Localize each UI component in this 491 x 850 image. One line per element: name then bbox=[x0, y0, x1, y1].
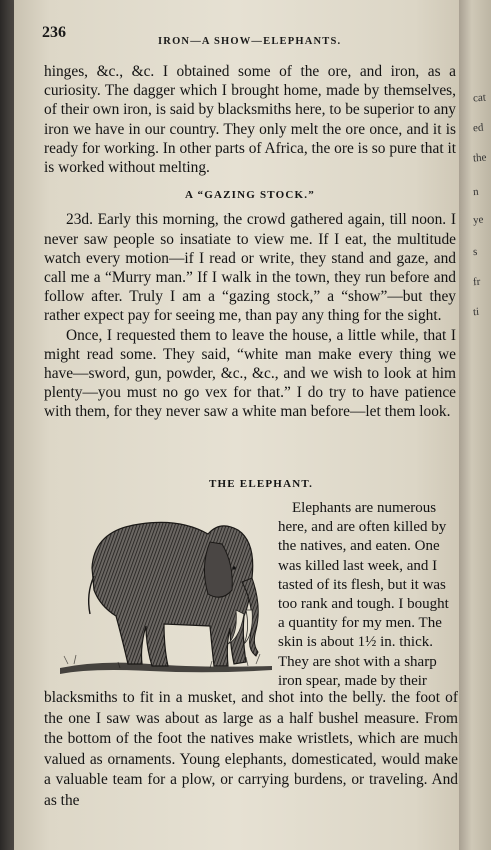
section-heading-gazing-stock: A “GAZING STOCK.” bbox=[185, 189, 315, 202]
fragment: fr bbox=[472, 275, 481, 289]
paragraph-ore: hinges, &c., &c. I obtained some of the ore, and iron, as a curiosity. The dagger which I brought home, made by themselves, of their own iron, is said by blacksmiths here, to be superior to any iron we have in our country. They only melt the ore once, and it is ready for working. In other parts of Africa, the ore is so pure that it is worked without melting. bbox=[44, 63, 456, 177]
next-page-edge bbox=[459, 0, 491, 850]
section-heading-elephant: THE ELEPHANT. bbox=[209, 478, 314, 490]
fragment: the bbox=[472, 151, 487, 165]
elephant-bottom-text bbox=[44, 688, 458, 812]
wrap-line: skin is about 1½ in. thick. bbox=[278, 634, 433, 651]
wrap-line: Elephants are numerous bbox=[292, 500, 437, 516]
wrap-line: here, and are often killed by bbox=[278, 519, 447, 536]
elephant-wrap-text bbox=[278, 499, 459, 691]
wrap-line: too rank and tough. I bought bbox=[278, 596, 449, 613]
wrap-line: They are shot with a sharp bbox=[278, 653, 437, 670]
body-text bbox=[44, 62, 456, 422]
fragment: ed bbox=[472, 121, 484, 135]
fragment: cat bbox=[472, 91, 487, 105]
paragraph-blacksmiths: blacksmiths to fit in a musket, and shot into the belly. the foot of the one I saw was about as large as a half bushel measure. From the bottom of the foot the natives make wristlets, which are much valued as ornaments. Young elephants, domesticated, would make a valuable team for a plow, or carrying burdens, or traveling. And as the bbox=[44, 689, 458, 809]
paragraph-once: Once, I requested them to leave the house, a little while, that I might read some. They said, “white man make every thing we have—sword, gun, powder, &c., &c., and we wish to look at him plenty—you must no go vex for that.” I do try to have patience with them, for they never saw a white man before—let them look. bbox=[44, 326, 456, 421]
wrap-line: tasted of its flesh, but it was bbox=[278, 576, 446, 593]
wrap-line: was killed last week, and I bbox=[278, 557, 438, 574]
page-header bbox=[42, 22, 460, 47]
elephant-engraving bbox=[60, 498, 272, 683]
page-number: 236 bbox=[42, 24, 66, 41]
fragment: n bbox=[472, 185, 479, 199]
fragment: ye bbox=[472, 213, 484, 227]
fragment: s bbox=[472, 245, 478, 259]
wrap-line: a quantity for my men. The bbox=[278, 615, 442, 632]
wrap-line: iron spear, made by their bbox=[278, 672, 427, 689]
wrap-line: the natives, and eaten. One bbox=[278, 538, 440, 555]
paragraph-23d: 23d. Early this morning, the crowd gathered again, till noon. I never saw people so insatiate to view me. If I eat, the multitude watch every motion—if I read or write, they stand and gaze, and call me a “Murry man.” If I walk in the town, they run before and follow after. Truly I am a “gazing stock,” a “show”—but they rather expect pay for seeing me, than pay any thing for the sight. bbox=[44, 211, 456, 325]
running-title: IRON—A SHOW—ELEPHANTS. bbox=[158, 36, 342, 47]
fragment: ti bbox=[472, 305, 480, 319]
